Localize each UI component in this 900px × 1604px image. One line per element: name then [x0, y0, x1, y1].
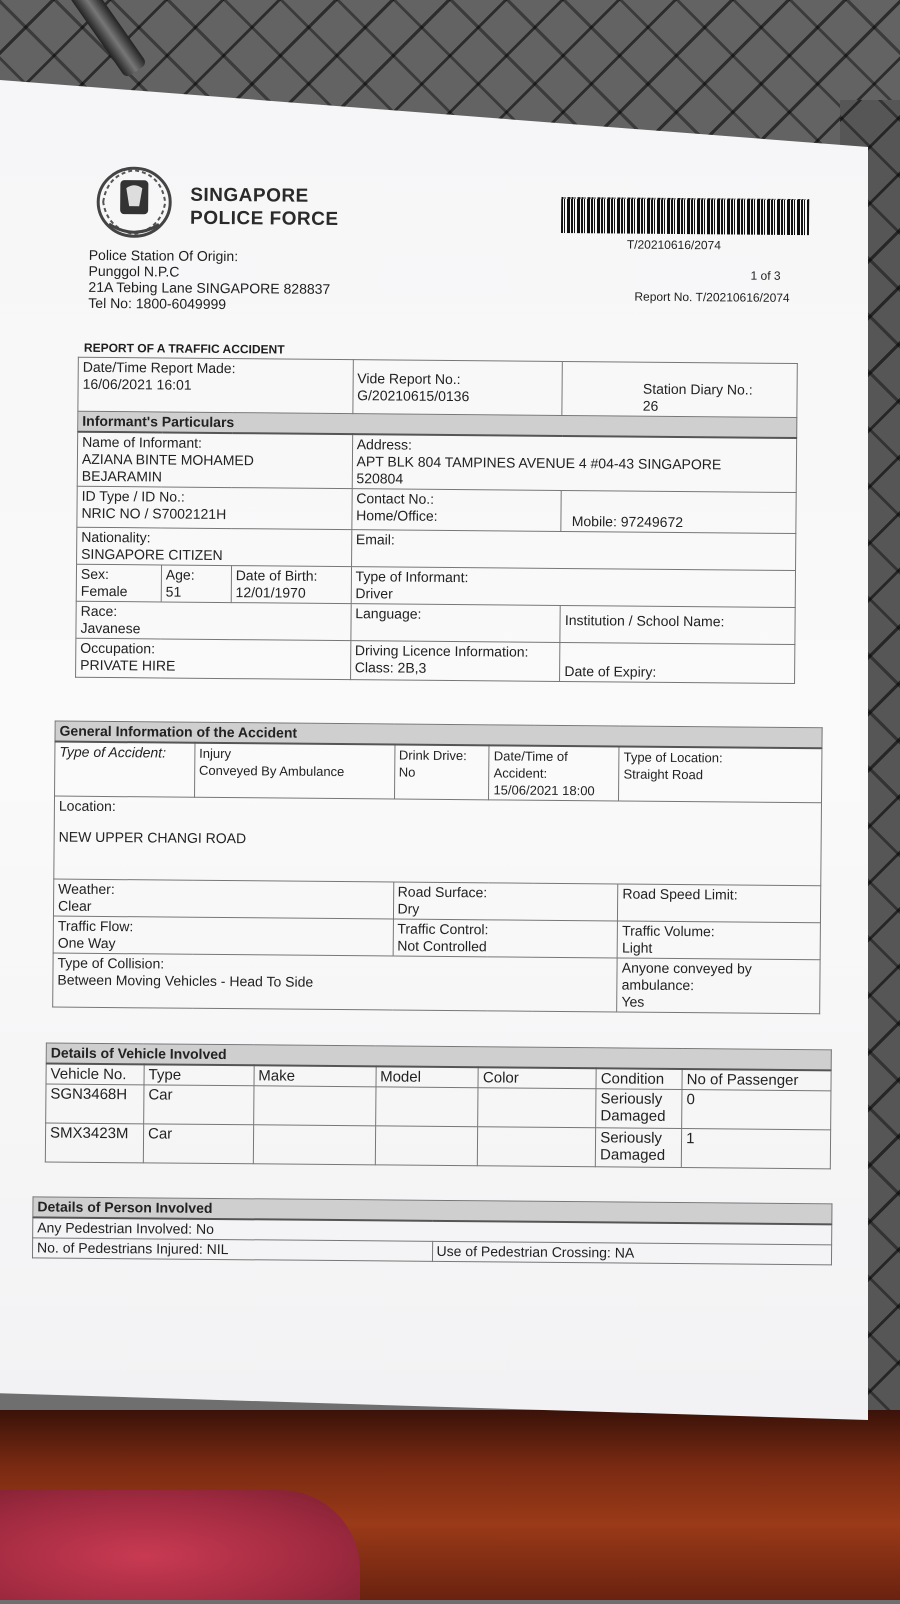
- address-line1: APT BLK 804 TAMPINES AVENUE 4 #04-43 SINGAPORE: [356, 453, 722, 473]
- vehicle-type-cell: Car: [144, 1085, 254, 1125]
- pedestrians-injured: No. of Pedestrians Injured: NIL: [32, 1238, 432, 1261]
- report-title: REPORT OF A TRAFFIC ACCIDENT: [83, 340, 285, 357]
- accident-datetime-cell: Date/Time of Accident: 15/06/2021 18:00: [489, 745, 619, 801]
- traffic-control-cell: Traffic Control: Not Controlled: [393, 919, 618, 958]
- person-section-title: Details of Person Involved: [33, 1197, 832, 1224]
- report-number: Report No. T/20210616/2074: [634, 289, 790, 305]
- person-table: [32, 1196, 833, 1265]
- accident-type-cell: [194, 743, 394, 799]
- barcode-text: T/20210616/2074: [626, 237, 722, 253]
- licence-class: Class: 2B,3: [354, 659, 427, 676]
- station-tel: Tel No: 1800-6049999: [88, 294, 227, 313]
- vehicle-header-cell: Model: [376, 1066, 479, 1087]
- drink-drive-value: No: [398, 764, 416, 780]
- ambulance-value: Yes: [621, 993, 645, 1010]
- vehicle-make-cell: [253, 1125, 375, 1165]
- location-type-value: Straight Road: [623, 766, 704, 783]
- weather-cell: Weather: Clear: [53, 879, 393, 919]
- station-name: Punggol N.P.C: [88, 262, 180, 280]
- station-diary-cell: Station Diary No.: 26: [562, 361, 797, 417]
- traffic-flow-value: One Way: [57, 934, 116, 952]
- vehicle-no-cell: SMX3423M: [45, 1123, 143, 1163]
- vehicle-condition-cell: Seriously Damaged: [596, 1089, 682, 1129]
- vehicle-header-cell: Condition: [596, 1068, 682, 1089]
- speed-limit-cell: Road Speed Limit:: [618, 884, 821, 923]
- vehicle-color-cell: [478, 1088, 596, 1128]
- station-address: 21A Tebing Lane SINGAPORE 828837: [88, 278, 331, 297]
- occupation-value: PRIVATE HIRE: [80, 656, 176, 674]
- pedestrian-crossing: Use of Pedestrian Crossing: NA: [432, 1241, 832, 1264]
- weather-value: Clear: [57, 897, 92, 914]
- age-cell: Age: 51: [161, 565, 231, 603]
- drink-drive-cell: Drink Drive: No: [394, 745, 489, 800]
- nationality-value: SINGAPORE CITIZEN: [81, 545, 223, 564]
- informant-name-line1: AZIANA BINTE MOHAMED: [81, 450, 254, 469]
- race-value: Javanese: [80, 619, 141, 637]
- informant-address-cell: Address: APT BLK 804 TAMPINES AVENUE 4 #04-43 SINGAPORE 520804: [352, 434, 797, 492]
- vehicle-row: [45, 1123, 830, 1169]
- page-number: 1 of 3: [750, 268, 781, 283]
- informant-name-cell: Name of Informant: AZIANA BINTE MOHAMED BEJARAMIN: [77, 432, 352, 489]
- sex-cell: Sex: Female: [76, 564, 161, 602]
- informant-type-value: Driver: [355, 585, 393, 602]
- vehicle-type-cell: Car: [143, 1124, 253, 1164]
- accident-conveyed: Conveyed By Ambulance: [199, 762, 345, 780]
- ambulance-cell: Anyone conveyed by ambulance: Yes: [617, 958, 820, 1014]
- collision-cell: Type of Collision: Between Moving Vehicles - Head To Side: [53, 953, 618, 1012]
- vehicle-passengers-cell: 1: [681, 1129, 830, 1169]
- traffic-volume-value: Light: [621, 939, 653, 956]
- vehicle-no-cell: SGN3468H: [46, 1084, 144, 1124]
- occupation-cell: Occupation: PRIVATE HIRE: [76, 638, 351, 679]
- vehicle-header-cell: Color: [478, 1067, 596, 1089]
- vehicle-header-cell: Vehicle No.: [46, 1063, 144, 1084]
- road-surface-cell: Road Surface: Dry: [393, 882, 618, 921]
- informant-type-cell: Type of Informant: Driver: [351, 567, 796, 608]
- vide-report-value: G/20210615/0136: [357, 387, 470, 405]
- traffic-flow-cell: Traffic Flow: One Way: [53, 916, 393, 956]
- id-cell: ID Type / ID No.: NRIC NO / S7002121H: [77, 486, 352, 529]
- station-label: Police Station Of Origin:: [88, 246, 239, 265]
- mobile-value: Mobile: 97249672: [571, 513, 684, 531]
- vehicle-section-title: Details of Vehicle Involved: [46, 1043, 831, 1070]
- traffic-control-value: Not Controlled: [397, 937, 487, 955]
- race-cell: Race: Javanese: [76, 601, 351, 640]
- sex-value: Female: [80, 582, 128, 600]
- informant-section-title: Informant's Particulars: [78, 411, 797, 438]
- vehicle-color-cell: [478, 1127, 596, 1167]
- location-value: NEW UPPER CHANGI ROAD: [58, 828, 247, 847]
- collision-value: Between Moving Vehicles - Head To Side: [57, 971, 314, 990]
- dob-value: 12/01/1970: [235, 584, 306, 601]
- accident-type-label-cell: Type of Accident:: [55, 742, 195, 798]
- police-crest-icon: [93, 162, 176, 241]
- contact-cell: Contact No.: Home/Office:: [351, 489, 561, 532]
- vide-report-cell: Vide Report No.: G/20210615/0136: [353, 360, 563, 416]
- vehicle-model-cell: [375, 1126, 478, 1166]
- location-cell: Location: NEW UPPER CHANGI ROAD: [54, 796, 822, 886]
- vehicle-model-cell: [375, 1087, 478, 1127]
- address-line2: 520804: [356, 470, 404, 487]
- institution-cell: Institution / School Name:: [560, 605, 795, 644]
- pedestrian-involved: Any Pedestrian Involved: No: [33, 1217, 832, 1244]
- mobile-cell: [561, 490, 796, 533]
- road-surface-value: Dry: [397, 900, 420, 917]
- barcode: [561, 197, 809, 235]
- id-value: NRIC NO / S7002121H: [81, 504, 227, 523]
- vehicle-make-cell: [253, 1086, 375, 1126]
- vehicle-row: [46, 1084, 831, 1130]
- report-datetime-value: 16/06/2021 16:01: [82, 375, 192, 393]
- expiry-cell: Date of Expiry:: [560, 642, 795, 683]
- traffic-volume-cell: Traffic Volume: Light: [617, 921, 820, 960]
- location-type-cell: Type of Location: Straight Road: [619, 746, 822, 802]
- org-name-line2: POLICE FORCE: [189, 207, 339, 231]
- language-cell: Language:: [351, 604, 561, 643]
- report-datetime-cell: Date/Time Report Made: 16/06/2021 16:01: [78, 357, 353, 413]
- nationality-cell: Nationality: SINGAPORE CITIZEN: [77, 527, 352, 566]
- dob-cell: Date of Birth: 12/01/1970: [231, 566, 351, 604]
- vehicle-condition-cell: Seriously Damaged: [595, 1128, 681, 1168]
- org-name-line1: SINGAPORE: [190, 184, 309, 207]
- vehicle-header-cell: No of Passenger: [682, 1069, 831, 1091]
- vehicle-header-cell: Type: [144, 1064, 254, 1085]
- station-block: [88, 247, 330, 313]
- vehicle-header-cell: Make: [254, 1065, 376, 1087]
- age-value: 51: [165, 583, 182, 600]
- accident-injury: Injury: [199, 745, 232, 762]
- licence-cell: Driving Licence Information: Class: 2B,3: [350, 641, 560, 682]
- vehicle-passengers-cell: 0: [682, 1090, 831, 1130]
- accident-section-title: General Information of the Accident: [55, 721, 822, 748]
- vehicle-table: [45, 1042, 832, 1169]
- informant-table: [75, 357, 798, 684]
- station-diary-value: 26: [642, 397, 659, 414]
- informant-name-line2: BEJARAMIN: [81, 467, 163, 485]
- accident-datetime-value: 15/06/2021 18:00: [493, 782, 595, 799]
- accident-table: [52, 721, 822, 1015]
- email-cell: Email:: [351, 530, 796, 571]
